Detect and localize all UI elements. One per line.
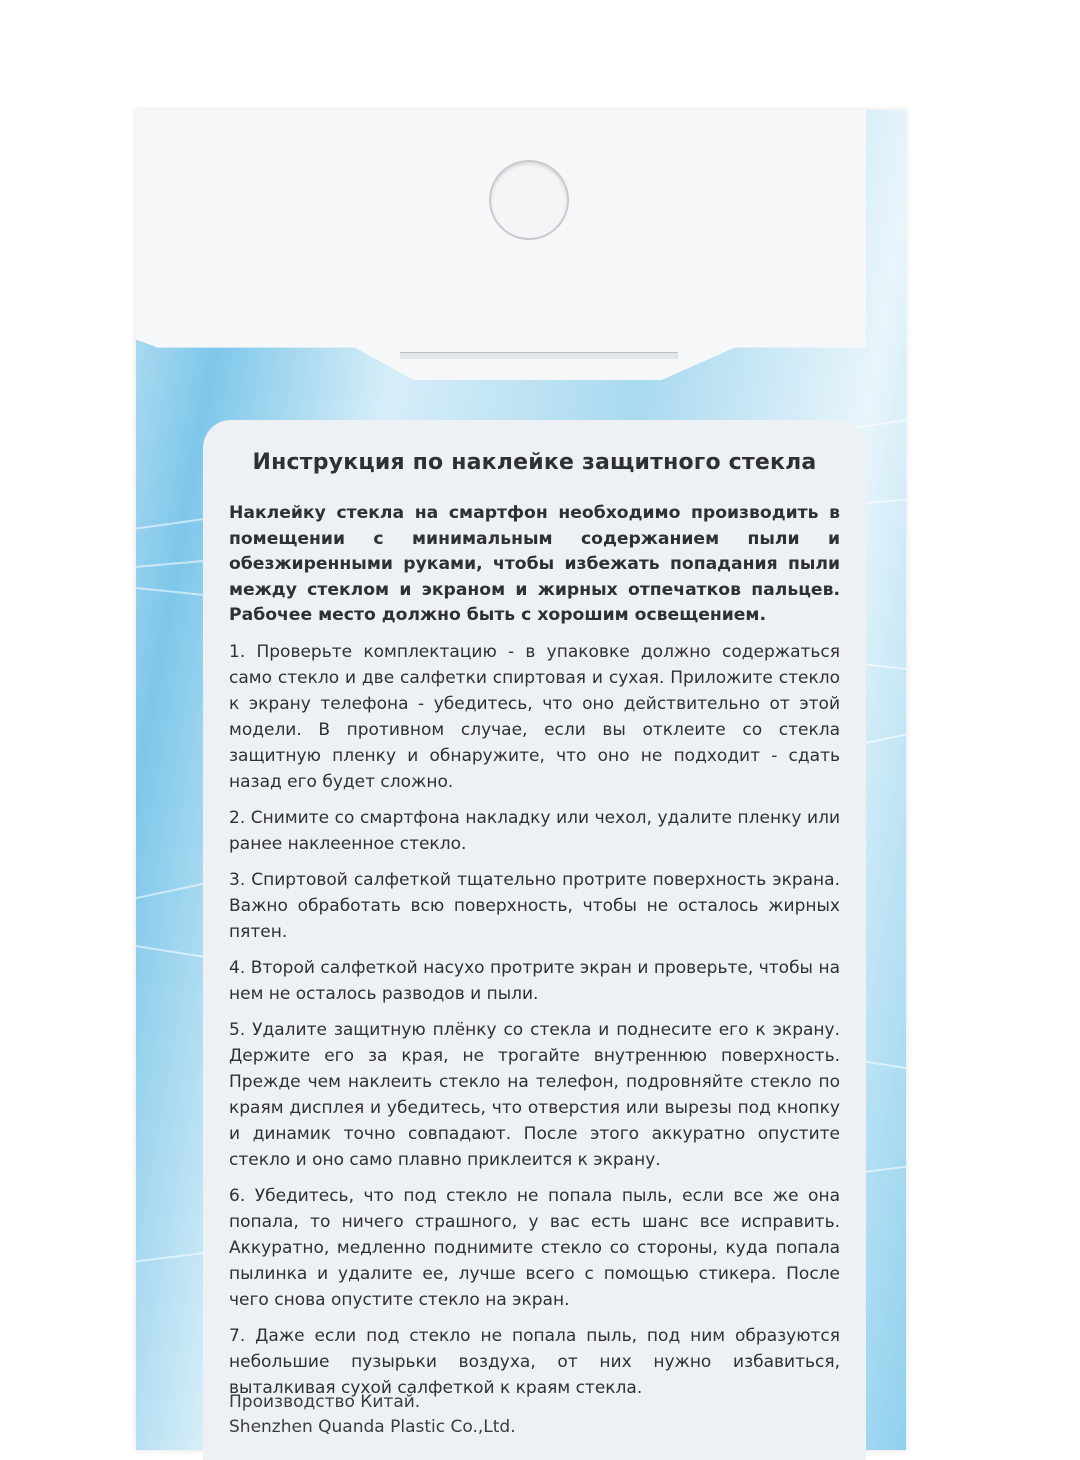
instruction-panel — [203, 420, 866, 1460]
manufacturer-info — [229, 1390, 516, 1440]
package-flap — [136, 110, 866, 380]
instruction-title: Инструкция по наклейке защитного стекла — [252, 450, 817, 475]
instruction-step-5: 5. Удалите защитную плёнку со стекла и поднесите его к экрану. Держите его за края, не трогайте внутреннюю поверхность. Прежде чем наклеить стекло на телефон, подровняйте стекло по краям дисплея и убедитесь, что отверстия или вырезы под кнопку и динамик точно совпадают. После этого аккуратно опустите стекло и оно само плавно приклеится к экрану. — [229, 1019, 840, 1170]
instruction-step-2: 2. Снимите со смартфона накладку или чехол, удалите пленку или ранее наклеенное стекло. — [229, 807, 840, 854]
origin-text: Производство Китай. — [229, 1392, 421, 1412]
flap-slot — [400, 352, 678, 359]
manufacturer-name: Shenzhen Quanda Plastic Co.,Ltd. — [229, 1417, 516, 1437]
instruction-intro: Наклейку стекла на смартфон необходимо производить в помещении с минимальным содержанием пыли и обезжиренными руками, чтобы избежать попадания пыли между стеклом и экраном и жирных отпечатков пальцев. Рабочее место должно быть с хорошим освещением. — [229, 503, 840, 625]
instruction-step-1: 1. Проверьте комплектацию - в упаковке должно содержаться само стекло и две салфетки спиртовая и сухая. Приложите стекло к экрану телефона - убедитесь, что оно действительно от этой модели. В противном случае, если вы отклеите со стекла защитную пленку и обнаружите, что оно не подходит - сдать назад его будет сложно. — [229, 641, 840, 792]
instruction-step-7: 7. Даже если под стекло не попала пыль, под ним образуются небольшие пузырьки воздуха, от них нужно избавиться, выталкивая сухой салфеткой к краям стекла. — [229, 1325, 840, 1398]
instruction-step-4: 4. Второй салфеткой насухо протрите экран и проверьте, чтобы на нем не осталось разводов и пыли. — [229, 957, 840, 1004]
hang-hole — [489, 160, 569, 240]
instruction-step-6: 6. Убедитесь, что под стекло не попала пыль, если все же она попала, то ничего страшного, у вас есть шанс все исправить. Аккуратно, медленно поднимите стекло со стороны, куда попала пылинка и удалите ее, лучше всего с помощью стикера. После чего снова опустите стекло на экран. — [229, 1185, 840, 1310]
instruction-step-3: 3. Спиртовой салфеткой тщательно протрите поверхность экрана. Важно обработать всю поверхность, чтобы не осталось жирных пятен. — [229, 869, 840, 942]
